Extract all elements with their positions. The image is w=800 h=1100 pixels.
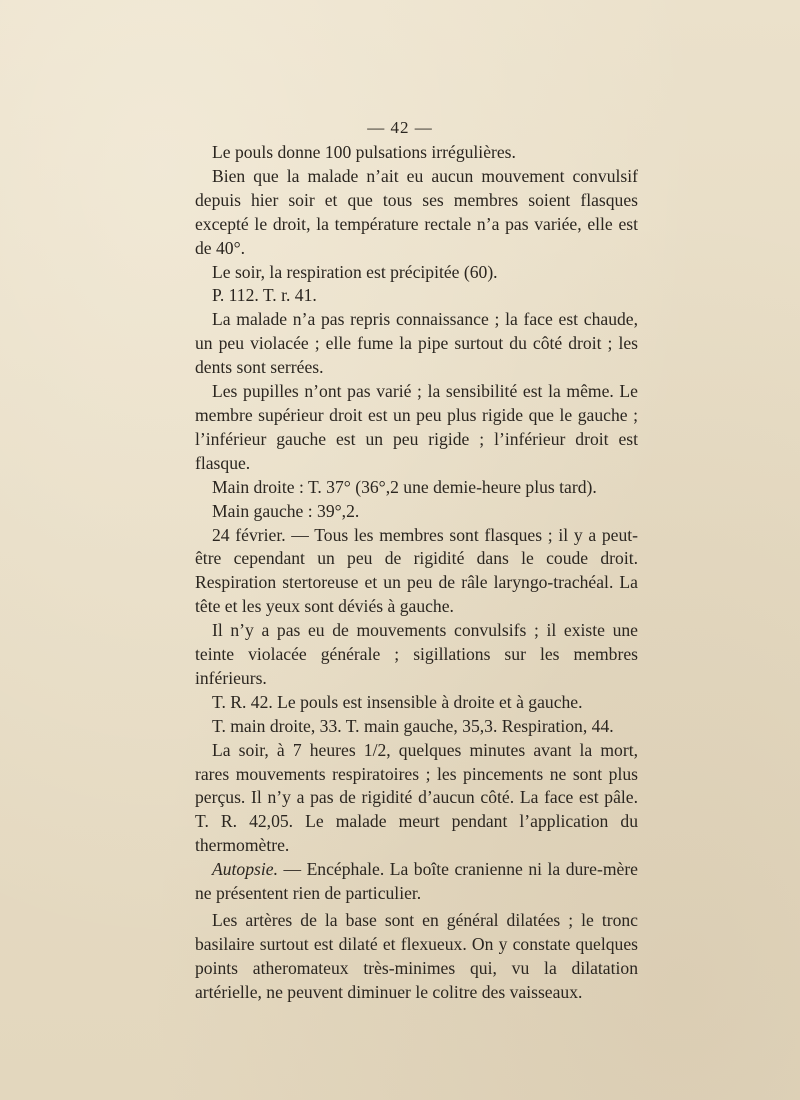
- paragraph: La soir, à 7 heures 1/2, quelques minutes avant la mort, rares mouvements respiratoires ; les pincements ne sont plus perçus. Il n’y a pas de rigidité d’aucun côté. La face est pâle. T. R. 42,05. Le malade meurt pendant l’application du thermomètre.: [195, 739, 638, 856]
- paragraph: Le soir, la respiration est précipitée (60).: [212, 261, 498, 282]
- paragraph: T. R. 42. Le pouls est insensible à droite et à gauche.: [212, 691, 583, 712]
- paragraph: Main gauche : 39°,2.: [212, 500, 360, 521]
- page-number: — 42 —: [367, 118, 433, 137]
- paragraph: Le pouls donne 100 pulsations irrégulières.: [212, 142, 516, 162]
- paragraph: Les pupilles n’ont pas varié ; la sensibilité est la même. Le membre supérieur droit est un peu plus rigide que le gauche ; l’inférieur gauche est un peu rigide ; l’inférieur droit est flasque.: [195, 381, 638, 473]
- paragraph: Main droite : T. 37° (36°,2 une demie-heure plus tard).: [212, 476, 597, 497]
- paragraph: La malade n’a pas repris connaissance ; la face est chaude, un peu violacée ; elle fume la pipe surtout du côté droit ; les dents sont serrées.: [195, 309, 638, 378]
- paragraph: Bien que la malade n’ait eu aucun mouvement convulsif depuis hier soir et que tous ses membres soient flasques excepté le droit, la température rectale n’a pas variée, elle est de 40°.: [195, 165, 638, 258]
- paragraph: 24 février. — Tous les membres sont flasques ; il y a peut-être cependant un peu de rigidité dans le coude droit. Respiration stertoreuse et un peu de râle laryngo-trachéal. La tête et les yeux sont déviés à gauche.: [195, 524, 638, 617]
- autopsy-paragraph: [195, 858, 638, 906]
- paragraph: T. main droite, 33. T. main gauche, 35,3. Respiration, 44.: [212, 715, 614, 736]
- body-text: [195, 141, 638, 1005]
- autopsy-text: — Encéphale. La boîte cranienne ni la dure-mère ne présentent rien de particulier.: [195, 859, 638, 904]
- paragraph: P. 112. T. r. 41.: [212, 285, 317, 306]
- paragraph: Il n’y a pas eu de mouvements convulsifs ; il existe une teinte violacée générale ; sigillations sur les membres inférieurs.: [195, 620, 638, 688]
- paragraph: Les artères de la base sont en général dilatées ; le tronc basilaire surtout est dilaté et flexueux. On y constate quelques points atheromateux très-minimes qui, vu la dilatation artérielle, ne peuvent diminuer le colitre des vaisseaux.: [195, 910, 638, 1002]
- autopsy-label: Autopsie.: [212, 859, 278, 880]
